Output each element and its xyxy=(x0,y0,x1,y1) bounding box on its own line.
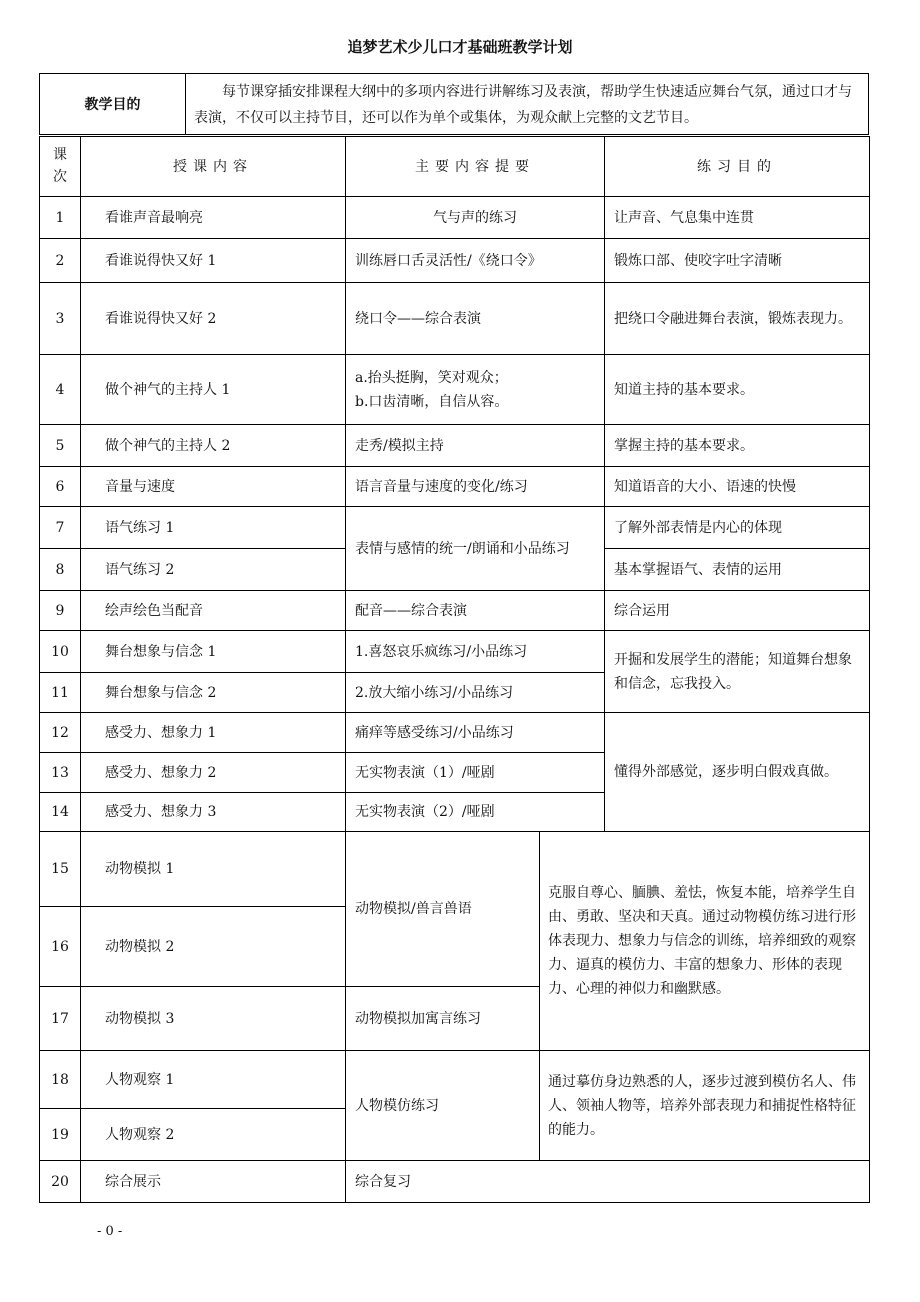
row-content: 感受力、想象力 3 xyxy=(81,793,346,832)
row-number: 10 xyxy=(40,631,81,673)
row-summary: 动物模拟/兽言兽语 xyxy=(346,832,540,987)
teaching-goal-text: 每节课穿插安排课程大纲中的多项内容进行讲解练习及表演，帮助学生快速适应舞台气氛，通过口才与表演，不仅可以主持节目，还可以作为单个或集体，为观众献上完整的文艺节目。 xyxy=(194,84,852,126)
row-purpose: 开掘和发展学生的潜能；知道舞台想象和信念，忘我投入。 xyxy=(605,631,870,713)
row-number: 19 xyxy=(40,1109,81,1161)
teaching-goal-box xyxy=(39,73,869,135)
row-number: 4 xyxy=(40,355,81,425)
row-purpose: 知道语音的大小、语速的快慢 xyxy=(605,467,870,507)
row-summary: 无实物表演（2）/哑剧 xyxy=(346,793,605,832)
table-row xyxy=(40,631,870,673)
table-row xyxy=(40,467,870,507)
row-content: 动物模拟 3 xyxy=(81,987,346,1051)
row-content: 音量与速度 xyxy=(81,467,346,507)
row-purpose: 知道主持的基本要求。 xyxy=(605,355,870,425)
row-purpose: 综合运用 xyxy=(605,591,870,631)
row-content: 看谁说得快又好 2 xyxy=(81,283,346,355)
table-row xyxy=(40,239,870,283)
row-purpose: 掌握主持的基本要求。 xyxy=(605,425,870,467)
table-row xyxy=(40,283,870,355)
row-purpose: 懂得外部感觉，逐步明白假戏真做。 xyxy=(605,713,870,832)
row-number: 9 xyxy=(40,591,81,631)
row-content: 看谁说得快又好 1 xyxy=(81,239,346,283)
table-row xyxy=(40,713,870,753)
row-number: 16 xyxy=(40,907,81,987)
row-purpose: 克服自尊心、腼腆、羞怯，恢复本能，培养学生自由、勇敢、坚决和天真。通过动物模仿练习进行形体表现力、想象力与信念的训练，培养细致的观察力、逼真的模仿力、丰富的想象力、形体的表现力、心理的神似力和幽默感。 xyxy=(540,832,870,1051)
table-header-row xyxy=(40,137,870,197)
row-content: 动物模拟 2 xyxy=(81,907,346,987)
row-summary: 动物模拟加寓言练习 xyxy=(346,987,540,1051)
row-number: 13 xyxy=(40,753,81,793)
row-content: 看谁声音最响亮 xyxy=(81,197,346,239)
lesson-plan-table xyxy=(39,136,870,1203)
row-summary: 无实物表演（1）/哑剧 xyxy=(346,753,605,793)
row-summary: 痛痒等感受练习/小品练习 xyxy=(346,713,605,753)
row-content: 语气练习 1 xyxy=(81,507,346,549)
table-row xyxy=(40,1051,870,1109)
row-number: 12 xyxy=(40,713,81,753)
row-number: 8 xyxy=(40,549,81,591)
row-content: 感受力、想象力 2 xyxy=(81,753,346,793)
row-summary: 综合复习 xyxy=(346,1161,870,1203)
row-content: 舞台想象与信念 2 xyxy=(81,673,346,713)
table-row xyxy=(40,425,870,467)
row-summary: 走秀/模拟主持 xyxy=(346,425,605,467)
row-content: 综合展示 xyxy=(81,1161,346,1203)
header-purpose: 练习目的 xyxy=(605,137,870,197)
page-number: - 0 - xyxy=(97,1224,123,1239)
table-row xyxy=(40,832,870,907)
teaching-goal-label: 教学目的 xyxy=(40,74,186,134)
row-summary: 2.放大缩小练习/小品练习 xyxy=(346,673,605,713)
row-number: 11 xyxy=(40,673,81,713)
row-content: 绘声绘色当配音 xyxy=(81,591,346,631)
table-row xyxy=(40,591,870,631)
row-number: 1 xyxy=(40,197,81,239)
row-content: 做个神气的主持人 1 xyxy=(81,355,346,425)
row-purpose: 基本掌握语气、表情的运用 xyxy=(605,549,870,591)
row-purpose: 让声音、气息集中连贯 xyxy=(605,197,870,239)
row-content: 做个神气的主持人 2 xyxy=(81,425,346,467)
row-purpose: 把绕口令融进舞台表演，锻炼表现力。 xyxy=(605,283,870,355)
row-summary: 训练唇口舌灵活性/《绕口令》 xyxy=(346,239,605,283)
row-number: 2 xyxy=(40,239,81,283)
row-content: 舞台想象与信念 1 xyxy=(81,631,346,673)
row-summary: 语言音量与速度的变化/练习 xyxy=(346,467,605,507)
row-number: 17 xyxy=(40,987,81,1051)
header-lesson-text: 课次 xyxy=(53,147,67,185)
row-content: 人物观察 2 xyxy=(81,1109,346,1161)
row-number: 15 xyxy=(40,832,81,907)
row-purpose: 锻炼口部、使咬字吐字清晰 xyxy=(605,239,870,283)
row-summary: 气与声的练习 xyxy=(346,197,605,239)
table-row xyxy=(40,197,870,239)
row-content: 感受力、想象力 1 xyxy=(81,713,346,753)
row-summary-line-2: b.口齿清晰，自信从容。 xyxy=(355,393,509,410)
table-row xyxy=(40,507,870,549)
row-summary: 绕口令——综合表演 xyxy=(346,283,605,355)
row-number: 20 xyxy=(40,1161,81,1203)
row-content: 语气练习 2 xyxy=(81,549,346,591)
table-row xyxy=(40,355,870,425)
row-number: 5 xyxy=(40,425,81,467)
row-summary-line-1: a.抬头挺胸，笑对观众； xyxy=(355,369,508,386)
row-summary: 人物模仿练习 xyxy=(346,1051,540,1161)
table-row xyxy=(40,1161,870,1203)
row-number: 6 xyxy=(40,467,81,507)
row-summary: 1.喜怒哀乐疯练习/小品练习 xyxy=(346,631,605,673)
row-summary: 配音——综合表演 xyxy=(346,591,605,631)
header-summary: 主要内容提要 xyxy=(346,137,605,197)
row-summary xyxy=(346,355,605,425)
row-summary: 表情与感情的统一/朗诵和小品练习 xyxy=(346,507,605,591)
header-lesson xyxy=(40,137,81,197)
row-number: 18 xyxy=(40,1051,81,1109)
document-title: 追梦艺术少儿口才基础班教学计划 xyxy=(347,38,573,56)
header-content: 授课内容 xyxy=(81,137,346,197)
row-content: 人物观察 1 xyxy=(81,1051,346,1109)
row-purpose: 通过摹仿身边熟悉的人，逐步过渡到模仿名人、伟人、领袖人物等，培养外部表现力和捕捉性格特征的能力。 xyxy=(540,1051,870,1161)
row-number: 14 xyxy=(40,793,81,832)
row-number: 7 xyxy=(40,507,81,549)
row-purpose: 了解外部表情是内心的体现 xyxy=(605,507,870,549)
row-number: 3 xyxy=(40,283,81,355)
row-content: 动物模拟 1 xyxy=(81,832,346,907)
